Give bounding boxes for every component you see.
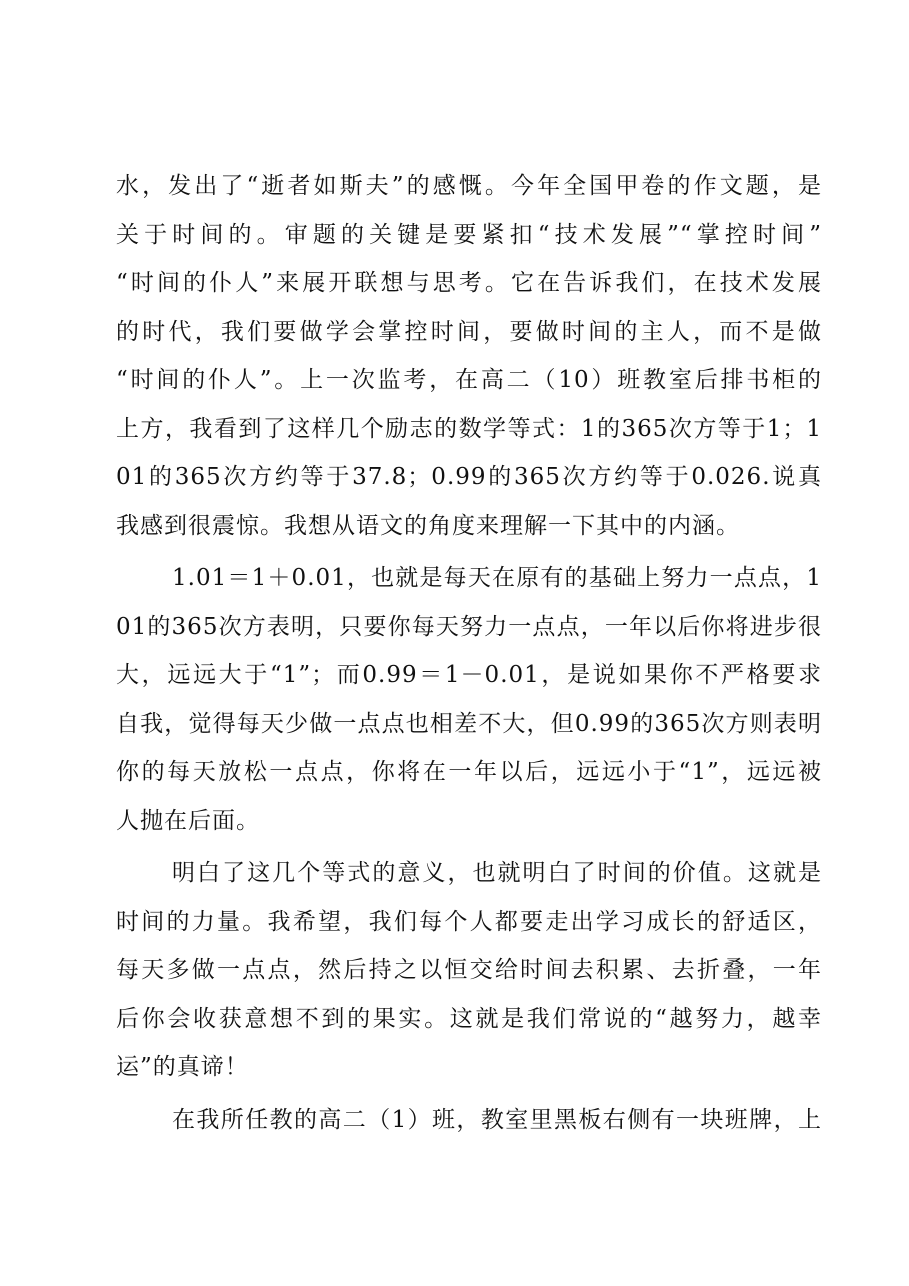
text-line: 明白了这几个等式的意义，也就明白了时间的价值。这就是 — [172, 860, 822, 886]
text-line: 每天多做一点点，然后持之以恒交给时间去积累、去折叠，一年 — [116, 957, 822, 983]
paragraph-2 — [116, 554, 822, 845]
paragraph-1 — [116, 162, 822, 550]
text-line: 的时代，我们要做学会掌控时间，要做时间的主人，而不是做 — [116, 318, 822, 345]
text-line: 在我所任教的高二（1）班，教室里黑板右侧有一块班牌，上 — [172, 1106, 822, 1133]
text-line: 上方，我看到了这样几个励志的数学等式：1的365次方等于1；1 — [116, 415, 822, 442]
document-body — [116, 162, 822, 1144]
text-line: 水，发出了“逝者如斯夫”的感慨。今年全国甲卷的作文题，是 — [116, 173, 822, 199]
paragraph-3 — [116, 849, 822, 1092]
text-line: 运”的真谛！ — [116, 1054, 249, 1080]
text-line: 关于时间的。审题的关键是要紧扣“技术发展”“掌控时间” — [116, 221, 822, 248]
text-line: 人抛在后面。 — [116, 807, 260, 834]
text-line: 后你会收获意想不到的果实。这就是我们常说的“越努力，越幸 — [116, 1005, 822, 1032]
text-line: 时间的力量。我希望，我们每个人都要走出学习成长的舒适区， — [116, 908, 822, 935]
text-line: 01的365次方表明，只要你每天努力一点点，一年以后你将进步很 — [116, 613, 822, 640]
text-line: “时间的仆人”。上一次监考，在高二（10）班教室后排书柜的 — [116, 367, 822, 393]
text-line: 1.01＝1＋0.01，也就是每天在原有的基础上努力一点点，1 — [172, 565, 822, 591]
text-line: “时间的仆人”来展开联想与思考。它在告诉我们，在技术发展 — [116, 270, 822, 296]
text-line: 自我，觉得每天少做一点点也相差不大，但0.99的365次方则表明 — [116, 710, 822, 737]
text-line: 我感到很震惊。我想从语文的角度来理解一下其中的内涵。 — [116, 512, 740, 539]
text-line: 01的365次方约等于37.8；0.99的365次方约等于0.026.说真 — [116, 464, 822, 490]
text-line: 大，远远大于“1”；而0.99＝1－0.01，是说如果你不严格要求 — [116, 662, 822, 688]
paragraph-4 — [116, 1096, 822, 1145]
text-line: 你的每天放松一点点，你将在一年以后，远远小于“1”，远远被 — [116, 759, 822, 785]
